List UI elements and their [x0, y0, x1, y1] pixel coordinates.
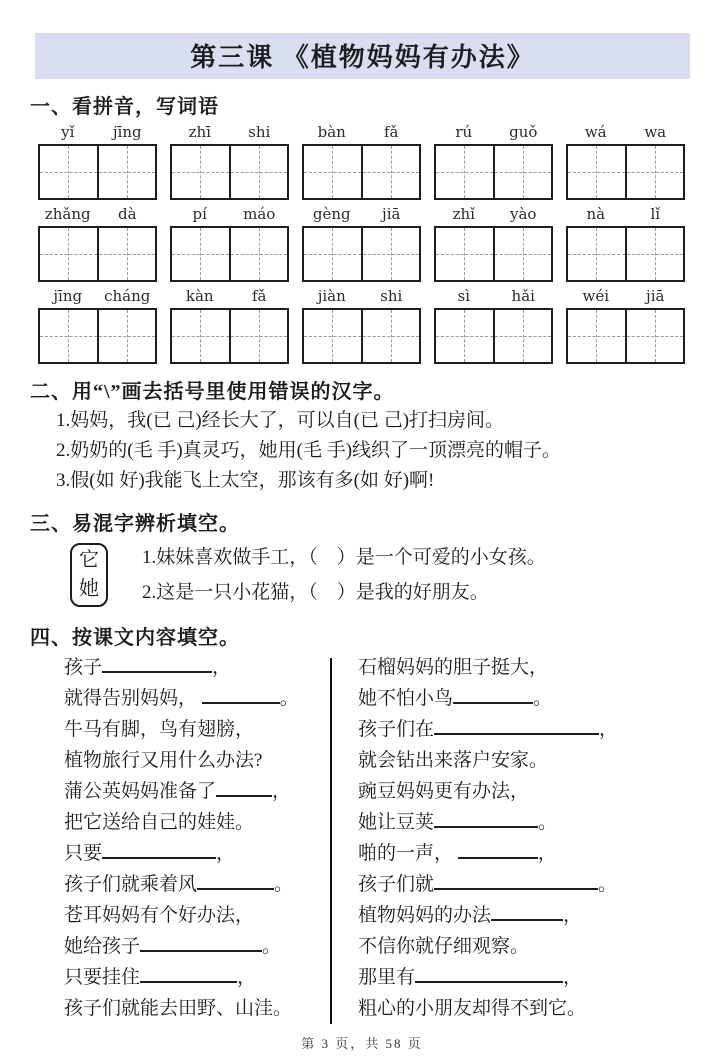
writing-box [436, 310, 493, 362]
pinyin-writing-grid [38, 123, 690, 364]
cloze-line [64, 652, 330, 683]
blank-underline [202, 685, 280, 704]
pinyin-syllable: kàn [185, 287, 214, 305]
writing-box-pair [170, 226, 289, 282]
cloze-line [64, 807, 330, 838]
writing-box [625, 228, 684, 280]
exercise-sentence: 1.妹妹喜欢做手工，（ ）是一个可爱的小女孩。 [142, 547, 546, 568]
section3-body [70, 540, 724, 610]
cloze-text: 蒲公英妈妈准备了 [64, 781, 217, 802]
cloze-text: 她不怕小鸟 [358, 688, 454, 709]
section4-heading: 四、按课文内容填空。 [30, 627, 240, 649]
cloze-text: 。 [538, 812, 558, 833]
cloze-text: ， [237, 967, 257, 988]
blank-underline [434, 716, 599, 735]
cloze-text: 孩子们就能去田野、山洼。 [64, 998, 293, 1019]
writing-box [436, 228, 493, 280]
cloze-line [358, 714, 618, 745]
pinyin-labels [38, 123, 157, 144]
cloze-line [64, 776, 330, 807]
writing-box [568, 310, 625, 362]
pinyin-syllable: wa [644, 123, 667, 141]
pinyin-syllable: sì [457, 287, 470, 305]
cloze-text: 豌豆妈妈更有办法， [358, 781, 530, 802]
cloze-line [358, 900, 618, 931]
pinyin-syllable: guǒ [509, 123, 538, 141]
writing-box-pair [302, 144, 421, 200]
writing-box [493, 146, 552, 198]
writing-box [625, 146, 684, 198]
cloze-text: 植物旅行又用什么办法? [64, 750, 263, 771]
writing-box-pair [302, 226, 421, 282]
pinyin-syllable: jiā [646, 287, 665, 305]
blank-underline [434, 871, 598, 890]
cloze-text: 啪的一声， [358, 843, 458, 864]
exercise-sentence: 1.妈妈，我(已 己)经长大了，可以自(已 己)打扫房间。 [56, 410, 505, 431]
column-divider [330, 658, 332, 1024]
cloze-text: 就得告别妈妈， [64, 688, 202, 709]
cloze-line [64, 931, 330, 962]
cloze-column-left [64, 652, 330, 1024]
cloze-text: 。 [598, 874, 618, 895]
cloze-text: 。 [279, 688, 299, 709]
pinyin-word-group [170, 205, 289, 282]
cloze-text: 那里有 [358, 967, 416, 988]
section1-heading: 一、看拼音，写词语 [30, 96, 219, 118]
cloze-line [358, 776, 618, 807]
writing-box [172, 310, 229, 362]
pinyin-row [38, 123, 690, 200]
writing-box [40, 146, 97, 198]
pinyin-syllable: rú [455, 123, 473, 141]
cloze-text: 就会钻出来落户安家。 [358, 750, 549, 771]
pinyin-syllable: jiā [382, 205, 401, 223]
pinyin-syllable: dà [117, 205, 137, 223]
pinyin-syllable: jiàn [317, 287, 346, 305]
blank-underline [102, 840, 216, 859]
pinyin-syllable: wá [584, 123, 607, 141]
exercise-sentence: 3.假(如 好)我能飞上太空，那该有多(如 好)啊! [56, 470, 435, 491]
writing-box [40, 310, 97, 362]
confusable-characters-box [70, 543, 108, 607]
pinyin-word-group [302, 287, 421, 364]
cloze-text: 孩子们在 [358, 719, 435, 740]
pinyin-syllable: yǐ [61, 123, 75, 141]
pinyin-word-group [38, 205, 157, 282]
cloze-line [64, 993, 330, 1024]
writing-box-pair [38, 144, 157, 200]
blank-underline [458, 840, 538, 859]
blank-underline [491, 902, 563, 921]
cloze-text: ， [212, 657, 232, 678]
pinyin-labels [434, 205, 553, 226]
pinyin-syllable: gèng [312, 205, 351, 223]
writing-box [625, 310, 684, 362]
pinyin-syllable: shi [380, 287, 403, 305]
cloze-text: 。 [533, 688, 553, 709]
pinyin-word-group [170, 123, 289, 200]
blank-underline [102, 654, 212, 673]
cloze-line [358, 745, 618, 776]
writing-box [172, 146, 229, 198]
worksheet-page [0, 33, 724, 1057]
writing-box [229, 146, 288, 198]
pinyin-word-group [302, 205, 421, 282]
writing-box [229, 228, 288, 280]
cloze-text: ， [216, 843, 236, 864]
pinyin-word-group [302, 123, 421, 200]
pinyin-syllable: zhī [188, 123, 211, 141]
pinyin-word-group [170, 287, 289, 364]
cloze-line [358, 931, 618, 962]
blank-underline [453, 685, 533, 704]
pinyin-labels [38, 205, 157, 226]
cloze-text: 苍耳妈妈有个好办法， [64, 905, 255, 926]
writing-box-pair [170, 144, 289, 200]
cloze-text: ， [563, 905, 583, 926]
pinyin-syllable: jīng [112, 123, 142, 141]
pinyin-labels [302, 123, 421, 144]
pinyin-syllable: lǐ [650, 205, 661, 223]
pinyin-word-group [38, 287, 157, 364]
writing-box [493, 228, 552, 280]
pinyin-labels [566, 287, 685, 308]
cloze-line [358, 962, 618, 993]
writing-box [40, 228, 97, 280]
section2-heading: 二、用“\”画去括号里使用错误的汉字。 [30, 381, 395, 403]
pinyin-syllable: máo [243, 205, 276, 223]
cloze-text: 孩子 [64, 657, 103, 678]
cloze-line [358, 807, 618, 838]
cloze-text: ， [537, 843, 557, 864]
cloze-text: 她让豆荚 [358, 812, 435, 833]
cloze-line [358, 869, 618, 900]
cloze-text: 把它送给自己的娃娃。 [64, 812, 255, 833]
pinyin-syllable: zhǐ [452, 205, 475, 223]
pinyin-word-group [434, 205, 553, 282]
cloze-line [64, 838, 330, 869]
writing-box [304, 146, 361, 198]
writing-box [304, 310, 361, 362]
writing-box-pair [302, 308, 421, 364]
section-pinyin [0, 90, 724, 364]
pinyin-labels [434, 123, 553, 144]
exercise-sentence: 2.这是一只小花猫，（ ）是我的好朋友。 [142, 582, 489, 603]
writing-box-pair [434, 144, 553, 200]
section-confusable-fill [0, 507, 724, 610]
section4-columns [64, 652, 724, 1024]
writing-box [97, 310, 156, 362]
writing-box [304, 228, 361, 280]
writing-box [493, 310, 552, 362]
writing-box-pair [566, 144, 685, 200]
writing-box-pair [434, 308, 553, 364]
pinyin-labels [566, 123, 685, 144]
confusable-char-ta-she: 她 [79, 578, 99, 600]
writing-box [361, 310, 420, 362]
page-title: 第三课 《植物妈妈有办法》 [35, 33, 690, 79]
cloze-line [64, 714, 330, 745]
cloze-line [64, 683, 330, 714]
pinyin-word-group [434, 287, 553, 364]
cloze-text: 只要挂住 [64, 967, 141, 988]
section-text-recall [0, 621, 724, 1024]
writing-box [172, 228, 229, 280]
cloze-text: 孩子们就 [358, 874, 435, 895]
pinyin-syllable: zhǎng [44, 205, 91, 223]
writing-box [361, 146, 420, 198]
writing-box [361, 228, 420, 280]
writing-box [568, 228, 625, 280]
cloze-line [64, 869, 330, 900]
pinyin-labels [302, 287, 421, 308]
pinyin-labels [170, 123, 289, 144]
cloze-text: 她给孩子 [64, 936, 141, 957]
writing-box [436, 146, 493, 198]
cloze-text: 只要 [64, 843, 103, 864]
cloze-text: 粗心的小朋友却得不到它。 [358, 998, 587, 1019]
section3-items [108, 540, 546, 610]
cloze-text: ， [563, 967, 583, 988]
cloze-line [64, 900, 330, 931]
cloze-text: ， [599, 719, 619, 740]
section-wrong-character [0, 375, 724, 496]
pinyin-labels [566, 205, 685, 226]
pinyin-labels [302, 205, 421, 226]
blank-underline [140, 933, 262, 952]
pinyin-word-group [566, 287, 685, 364]
pinyin-labels [170, 205, 289, 226]
cloze-line [358, 683, 618, 714]
pinyin-labels [38, 287, 157, 308]
confusable-char-ta-it: 它 [79, 549, 99, 571]
cloze-text: 牛马有脚，鸟有翅膀， [64, 719, 255, 740]
cloze-text: 石榴妈妈的胆子挺大， [358, 657, 549, 678]
cloze-line [358, 838, 618, 869]
blank-underline [434, 809, 538, 828]
writing-box-pair [434, 226, 553, 282]
pinyin-word-group [38, 123, 157, 200]
pinyin-labels [170, 287, 289, 308]
writing-box [97, 146, 156, 198]
cloze-text: 。 [274, 874, 294, 895]
pinyin-word-group [434, 123, 553, 200]
pinyin-syllable: yào [510, 205, 537, 223]
writing-box-pair [566, 226, 685, 282]
pinyin-word-group [566, 123, 685, 200]
pinyin-row [38, 287, 690, 364]
blank-underline [140, 964, 237, 983]
cloze-column-right [358, 652, 618, 1024]
cloze-line [64, 962, 330, 993]
cloze-text: 不信你就仔细观察。 [358, 936, 530, 957]
pinyin-syllable: nà [586, 205, 606, 223]
cloze-text: 植物妈妈的办法 [358, 905, 492, 926]
blank-underline [197, 871, 274, 890]
pinyin-word-group [566, 205, 685, 282]
pinyin-labels [434, 287, 553, 308]
writing-box-pair [38, 226, 157, 282]
writing-box-pair [38, 308, 157, 364]
pinyin-syllable: fǎ [252, 287, 267, 305]
writing-box-pair [566, 308, 685, 364]
pinyin-syllable: pí [192, 205, 207, 223]
pinyin-syllable: bàn [317, 123, 346, 141]
exercise-sentence: 2.奶奶的(毛 手)真灵巧，她用(毛 手)线织了一顶漂亮的帽子。 [56, 440, 562, 461]
writing-box [229, 310, 288, 362]
writing-box [568, 146, 625, 198]
cloze-line [358, 652, 618, 683]
page-footer: 第 3 页，共 58 页 [301, 1036, 423, 1051]
cloze-text: ， [272, 781, 292, 802]
pinyin-syllable: jīng [53, 287, 83, 305]
writing-box-pair [170, 308, 289, 364]
blank-underline [415, 964, 563, 983]
pinyin-syllable: shi [248, 123, 271, 141]
pinyin-syllable: fǎ [384, 123, 399, 141]
cloze-line [64, 745, 330, 776]
writing-box [97, 228, 156, 280]
cloze-text: 孩子们就乘着风 [64, 874, 198, 895]
section2-items [0, 406, 724, 496]
cloze-line [358, 993, 618, 1024]
pinyin-syllable: hǎi [511, 287, 535, 305]
cloze-text: 。 [262, 936, 282, 957]
section3-heading: 三、易混字辨析填空。 [30, 513, 240, 535]
blank-underline [216, 778, 272, 797]
pinyin-syllable: wéi [582, 287, 609, 305]
pinyin-syllable: cháng [104, 287, 151, 305]
pinyin-row [38, 205, 690, 282]
